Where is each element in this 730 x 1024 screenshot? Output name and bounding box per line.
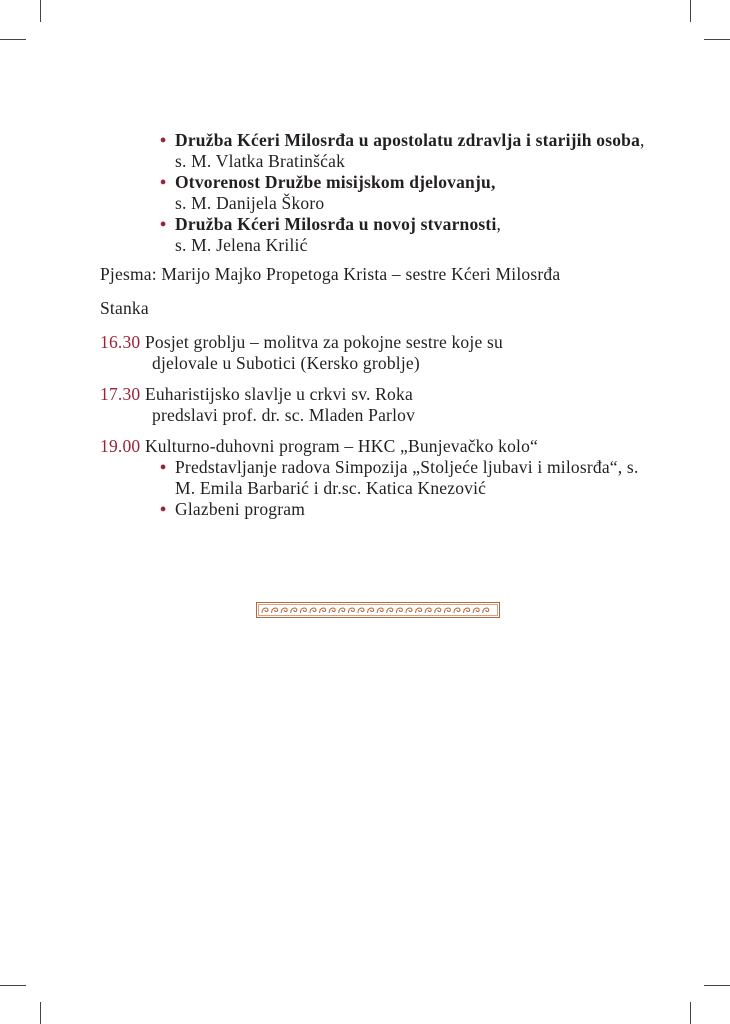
ornament-wave (329, 608, 335, 613)
ornament-wave (339, 608, 345, 613)
bullet-icon: • (160, 172, 167, 192)
schedule-text-continued: predslavi prof. dr. sc. Mladen Parlov (152, 405, 416, 425)
schedule-time: 19.00 (100, 436, 141, 456)
ornament-wave (281, 608, 287, 613)
list-item (160, 130, 660, 172)
schedule-entry (100, 384, 660, 426)
lecture-speaker: s. M. Jelena Krilić (175, 235, 308, 255)
crop-mark (40, 0, 41, 22)
program-item: Glazbeni program (175, 499, 306, 519)
ornament-wave (444, 608, 450, 613)
crop-mark (704, 39, 730, 40)
ornament-wave (387, 608, 393, 613)
list-item (160, 214, 660, 256)
ornament-wave (300, 608, 306, 613)
ornament-wave (473, 608, 479, 613)
list-item (160, 172, 660, 214)
ornament-wave (310, 608, 316, 613)
bullet-icon: • (160, 499, 167, 519)
crop-mark (0, 39, 26, 40)
schedule-text: Euharistijsko slavlje u crkvi sv. Roka (140, 384, 413, 404)
crop-mark (0, 985, 26, 986)
ornament-wave (272, 608, 278, 613)
lecture-speaker: , s. M. Vlatka Bratinšćak (175, 130, 645, 171)
schedule-entry (100, 436, 660, 520)
ornament-wave (425, 608, 431, 613)
lecture-title: Družba Kćeri Milosrđa u apostolatu zdravlja i starijih osoba (175, 130, 641, 150)
ornament-wave (464, 608, 470, 613)
program-content (100, 130, 660, 530)
bullet-icon: • (160, 130, 167, 150)
ornament-wave (320, 608, 326, 613)
bullet-icon: • (160, 457, 167, 477)
ornament-wave (262, 608, 268, 613)
song-line: Pjesma: Marijo Majko Propetoga Krista – sestre Kćeri Milosrđa (100, 264, 561, 284)
ornament-wave (454, 608, 460, 613)
program-list (160, 457, 660, 520)
schedule-text-continued: djelovale u Subotici (Kersko groblje) (152, 353, 420, 373)
ornament-wave (435, 608, 441, 613)
crop-mark (704, 985, 730, 986)
crop-mark (690, 0, 691, 22)
ornament-wave (396, 608, 402, 613)
ornament-wave (348, 608, 354, 613)
schedule-text: Kulturno-duhovni program – HKC „Bunjevačko kolo“ (140, 436, 539, 456)
lecture-title: Družba Kćeri Milosrđa u novoj stvarnosti (175, 214, 497, 234)
schedule-time: 17.30 (100, 384, 141, 404)
schedule-entry (100, 332, 660, 374)
bullet-icon: • (160, 214, 167, 234)
ornament-wave (483, 608, 489, 613)
schedule-text: Posjet groblju – molitva za pokojne sestre koje su (140, 332, 503, 352)
list-item (160, 499, 660, 520)
crop-mark (690, 1002, 691, 1024)
program-item: Predstavljanje radova Simpozija „Stoljeće ljubavi i milosrđa“, s. M. Emila Barbarić i dr.sc. Katica Knezović (175, 457, 639, 498)
ornament-wave (416, 608, 422, 613)
list-item (160, 457, 660, 499)
lecture-title: Otvorenost Družbe misijskom djelovanju, (175, 172, 496, 192)
crop-mark (40, 1002, 41, 1024)
decorative-ornament (256, 602, 500, 618)
ornament-wave (377, 608, 383, 613)
lecture-speaker: s. M. Danijela Škoro (175, 193, 325, 213)
ornament-wave (406, 608, 412, 613)
pause-line: Stanka (100, 298, 149, 318)
lecture-list (160, 130, 660, 256)
ornament-wave (358, 608, 364, 613)
ornament-wave (368, 608, 374, 613)
lecture-punct: , (496, 214, 502, 234)
ornament-wave (291, 608, 297, 613)
schedule-time: 16.30 (100, 332, 141, 352)
